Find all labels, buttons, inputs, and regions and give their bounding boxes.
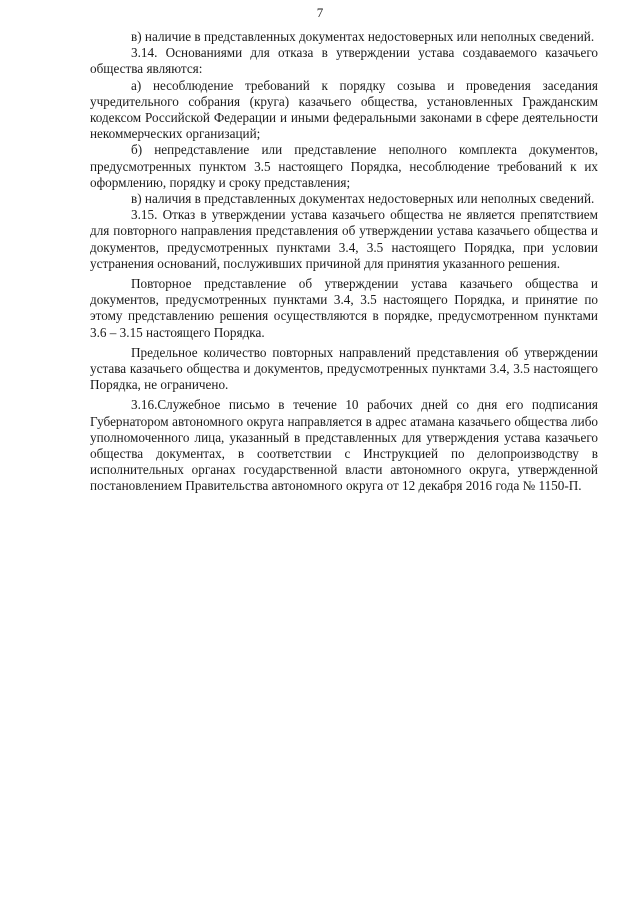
document-body bbox=[90, 29, 598, 495]
paragraph-item-v-1: в) наличие в представленных документах недостоверных или неполных сведений. bbox=[131, 29, 595, 44]
paragraph-3-14: 3.14. Основаниями для отказа в утверждении устава создаваемого казачьего общества являются: bbox=[90, 45, 598, 77]
paragraph-item-a: а) несоблюдение требований к порядку созыва и проведения заседания учредительного собрания (круга) казачьего общества, установленных Гражданским кодексом Российской Федерации и иными федеральными законами в сфере деятельности некоммерческих организаций; bbox=[90, 77, 598, 142]
paragraph-3-16: 3.16.Служебное письмо в течение 10 рабочих дней со дня его подписания Губернатором автономного округа направляется в адрес атамана казачьего общества либо уполномоченного лица, указанный в представленных для утверждения устава казачьего общества документах, в соответствии с Инструкцией по делопроизводству в исполнительных органах государственной власти автономного округа, утвержденной постановлением Правительства автономного округа от 12 декабря 2016 года № 1150-П. bbox=[90, 397, 598, 494]
paragraph-item-v-2: в) наличия в представленных документах недостоверных или неполных сведений. bbox=[131, 191, 595, 207]
paragraph-repeat-submission: Повторное представление об утверждении устава казачьего общества и документов, предусмотренных пунктами 3.4, 3.5 настоящего Порядка, и принятие по этому представлению решения осуществляются в порядке, предусмотренном пунктами 3.6 – 3.15 настоящего Порядка. bbox=[90, 276, 598, 340]
page-number: 7 bbox=[316, 5, 324, 20]
paragraph-limit: Предельное количество повторных направлений представления об утверждении устава казачьего общества и документов, предусмотренных пунктами 3.4, 3.5 настоящего Порядка, не ограничено. bbox=[90, 344, 598, 393]
paragraph-item-b: б) непредставление или представление неполного комплекта документов, предусмотренных пунктом 3.5 настоящего Порядка, несоблюдение требований к их оформлению, порядку и сроку представления; bbox=[90, 142, 598, 190]
paragraph-3-15: 3.15. Отказ в утверждении устава казачьего общества не является препятствием для повторного направления представления об утверждении устава казачьего общества и документов, предусмотренных пунктами 3.4, 3.5 настоящего Порядка, при условии устранения оснований, послуживших причиной для принятия указанного решения. bbox=[90, 207, 598, 271]
